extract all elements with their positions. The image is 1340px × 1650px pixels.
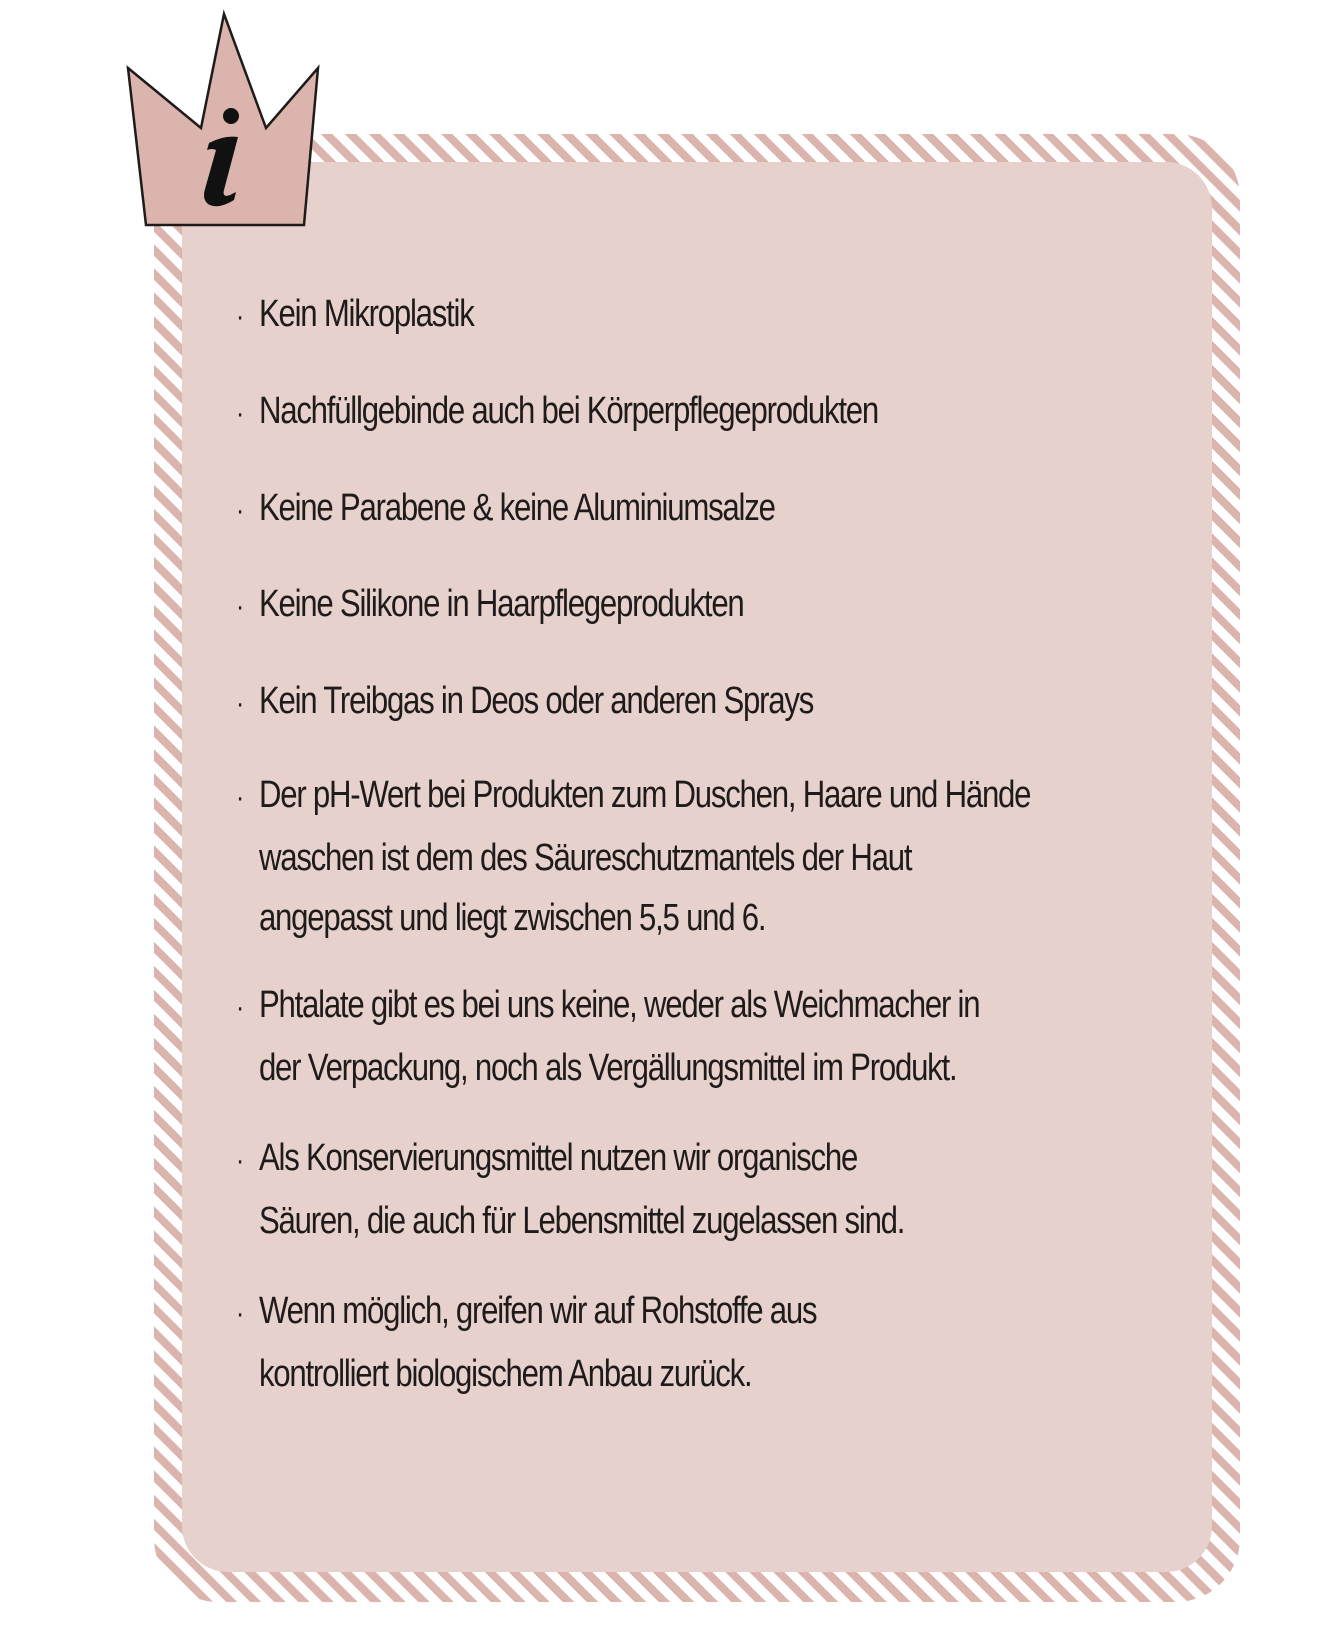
bullet-icon: · <box>236 590 243 623</box>
list-item <box>236 1128 904 1251</box>
info-crown-icon <box>126 8 346 240</box>
list-item <box>236 765 1030 948</box>
list-item <box>236 1281 816 1404</box>
bullet-icon: · <box>236 1144 243 1177</box>
list-item <box>236 381 878 444</box>
list-item <box>236 284 474 347</box>
list-item-text: waschen ist dem des Säureschutzmantels der Haut <box>258 837 912 879</box>
list-item <box>236 671 813 734</box>
list-item-text: Keine Parabene & keine Aluminiumsalze <box>258 487 775 529</box>
list-item-text: Wenn möglich, greifen wir auf Rohstoffe aus <box>258 1290 817 1332</box>
list-item <box>236 478 775 541</box>
list-item <box>236 574 744 637</box>
list-item-text: der Verpackung, noch als Vergällungsmittel im Produkt. <box>258 1047 957 1089</box>
bullet-icon: · <box>236 687 243 720</box>
bullet-icon: · <box>236 1297 243 1330</box>
bullet-icon: · <box>236 781 243 814</box>
bullet-icon: · <box>236 991 243 1024</box>
list-item-text: Phtalate gibt es bei uns keine, weder als Weichmacher in <box>258 984 980 1026</box>
bullet-icon: · <box>236 300 243 333</box>
crown-icon-letter: i <box>126 8 127 9</box>
list-item-text: Keine Silikone in Haarpflegeprodukten <box>258 583 744 625</box>
list-item-text: Nachfüllgebinde auch bei Körperpflegeprodukten <box>258 390 878 432</box>
list-item-text: Der pH-Wert bei Produkten zum Duschen, Haare und Hände <box>258 774 1031 816</box>
list-item <box>236 975 979 1098</box>
list-item-text: Säuren, die auch für Lebensmittel zugelassen sind. <box>258 1200 905 1242</box>
list-item-text: Kein Treibgas in Deos oder anderen Sprays <box>258 680 814 722</box>
list-item-text: Als Konservierungsmittel nutzen wir organische <box>258 1137 858 1179</box>
list-item-text: Kein Mikroplastik <box>258 293 474 335</box>
list-item-text: angepasst und liegt zwischen 5,5 und 6. <box>258 897 766 939</box>
list-item-text: kontrolliert biologischem Anbau zurück. <box>258 1353 752 1395</box>
bullet-icon: · <box>236 397 243 430</box>
bullet-icon: · <box>236 494 243 527</box>
